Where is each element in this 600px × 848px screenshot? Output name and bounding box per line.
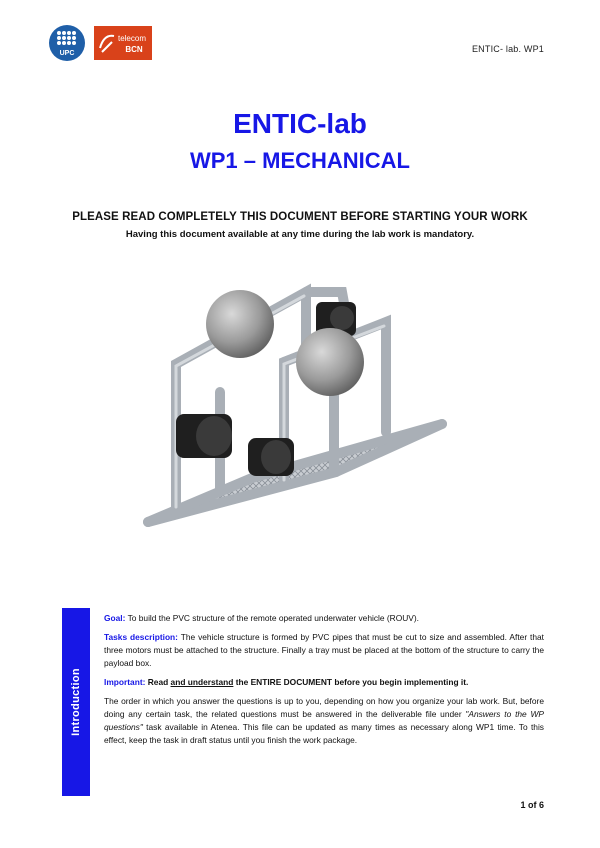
goal-paragraph [104,612,544,625]
telecom-bcn-logo [94,26,152,60]
header-logos [48,24,152,62]
tasks-text: The vehicle structure is formed by PVC pipes that must be cut to size and assembled. After that three motors must be attached to the structure. Finally a tray must be placed at the bottom of the structure to carry the payload box. [104,632,544,668]
upc-logo [48,24,86,62]
tasks-label: Tasks description: [104,632,178,642]
goal-label: Goal: [104,613,126,623]
svg-text:BCN: BCN [125,45,143,54]
goal-text: To build the PVC structure of the remote operated underwater vehicle (ROUV). [125,613,419,623]
introduction-content [104,612,544,753]
page-number: 1 of 6 [520,800,544,810]
sidebar-label: Introduction [70,668,83,736]
important-paragraph: Important: Read and understand the ENTIRE DOCUMENT before you begin implementing it. [104,677,469,687]
page-title: ENTIC-lab [233,108,367,139]
order-paragraph: The order in which you answer the questions is up to you, depending on how you organize your lab work. But, before doing any certain task, the related questions must be answered in the deliverable file under "Answers to the WP questions" task available in Atenea. This file can be updated as many times as necessary along WP1 time. To this effect, keep the task in draft status until you finish the work package. [104,696,544,745]
svg-text:UPC: UPC [59,50,75,57]
tasks-paragraph [104,631,544,670]
svg-text:telecom: telecom [117,34,147,43]
page-subtitle: WP1 – MECHANICAL [189,148,410,173]
rov-structure-illustration [136,252,466,552]
introduction-sidebar [62,608,90,796]
read-notice: PLEASE READ COMPLETELY THIS DOCUMENT BEFORE STARTING YOUR WORK [72,211,528,223]
read-notice-sub: Having this document available at any time during the lab work is mandatory. [125,229,475,240]
important-label: Important: [104,677,146,687]
document-reference: ENTIC- lab. WP1 [471,44,544,54]
